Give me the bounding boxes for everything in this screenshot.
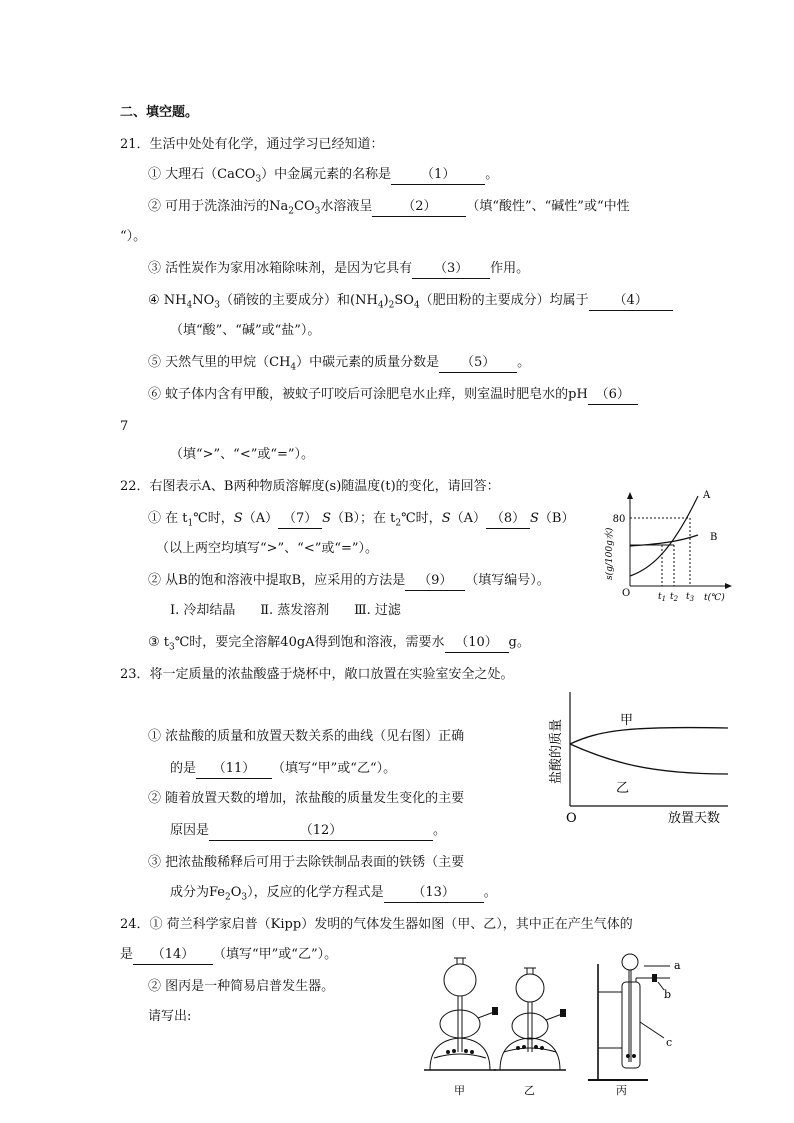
blank-12[interactable]: （12） [209, 822, 433, 841]
blank-1[interactable]: （1） [391, 166, 485, 185]
kipp-jia [424, 958, 498, 1070]
tick-t2: $t_2$ [670, 592, 679, 603]
q21-item5: ⑤ 天然气里的甲烷$(CH_4)$中碳元素的质量分数是 （5） 。 [148, 355, 531, 373]
label-a: A [703, 490, 711, 501]
blank-3[interactable]: （3） [412, 260, 490, 279]
origin-label: O [622, 588, 631, 599]
q21-item1: ① 大理石（CaCO$_3$）中金属元素的名称是 （1） 。 [148, 167, 499, 185]
q21-item2: ② 可用于洗涤油污的$Na_2CO_3$水溶液呈 （2） （填“酸性”、“碱性”或“中性 [148, 199, 630, 217]
x-axis-label: 放置天数 [668, 811, 721, 826]
label-b: B [710, 532, 718, 543]
q21-item2-wrap: “）。 [120, 229, 147, 244]
kipp-bing [588, 954, 673, 1080]
kipp-yi [494, 968, 566, 1070]
q22-item2: ② 从B的饱和溶液中提取B，应采用的方法是 （9） （填写编号）。 [148, 572, 550, 591]
q24-item3: 请写出: [148, 1009, 192, 1024]
q22-options: Ⅰ. 冷却结晶 Ⅱ. 蒸发溶剂 Ⅲ. 过滤 [170, 603, 401, 618]
q24-item2: ② 图丙是一种简易启普发生器。 [148, 979, 335, 994]
q23-item1-wrap: 的是 （11） （填写“甲”或“乙“）。 [170, 760, 396, 779]
y-axis-label: s(g/100g水) [605, 527, 615, 580]
label-b: b [664, 988, 672, 1001]
q21-item6: ⑥ 蚊子体内含有甲酸，被蚊子叮咬后可涂肥皂水止痒，则室温时肥皂水的pH （6） [148, 386, 638, 405]
y-axis-label: 盐酸的质量 [549, 718, 564, 784]
y-axis-arrow [627, 492, 633, 499]
q23-item3-wrap: 成分为$Fe_2O_3$），反应的化学方程式是 （13） 。 [170, 885, 497, 903]
blank-10[interactable]: （10） [445, 634, 509, 653]
blank-5[interactable]: （5） [439, 354, 517, 373]
blank-6[interactable]: （6） [588, 386, 638, 405]
q23-item2-wrap: 原因是 （12） 。 [170, 822, 446, 841]
blank-11[interactable]: （11） [196, 760, 272, 779]
curve-jia [570, 728, 728, 744]
blank-13[interactable]: （13） [384, 884, 484, 903]
caption-yi: 乙 [524, 1084, 535, 1097]
q21-item6-wrap2: （填“>”、“<”或“=”）。 [170, 447, 315, 462]
blank-14[interactable]: （14） [133, 946, 213, 965]
x-axis-arrow [725, 583, 732, 589]
q22-stem: 22．右图表示A、B两种物质溶解度(s)随温度(t)的变化，请回答： [120, 479, 500, 494]
section-title: 二、填空题。 [120, 105, 199, 120]
blank-7[interactable]: （7） [278, 510, 322, 529]
blank-9[interactable]: （9） [405, 572, 465, 591]
blank-4[interactable]: （4） [589, 292, 673, 311]
tick-t1: $t_1$ [658, 592, 667, 603]
label-yi: 乙 [616, 781, 630, 796]
q23-item3: ③ 把浓盐酸稀释后可用于去除铁制品表面的铁锈（主要 [148, 855, 465, 870]
q21-item3: ③ 活性炭作为家用冰箱除味剂，是因为它具有 （3） 作用。 [148, 260, 529, 279]
q22-item1-wrap: （以上两空均填写“>”、“<”或“=”）。 [156, 541, 379, 556]
curve-a [630, 496, 698, 576]
hcl-mass-figure [540, 688, 740, 826]
q23-stem: 23．将一定质量的浓盐酸盛于烧杯中，敞口放置在实验室安全之处。 [120, 667, 514, 682]
caption-jia: 甲 [454, 1084, 465, 1097]
origin-label: O [566, 811, 577, 826]
solubility-figure [598, 488, 738, 608]
curve-yi [570, 744, 728, 774]
label-jia: 甲 [620, 713, 634, 728]
blank-2[interactable]: （2） [372, 198, 466, 217]
q21-item4-wrap: （填“酸”、“碱”或“盐”）。 [170, 323, 321, 338]
q24-item1-wrap: 是 （14） （填写“甲”或“乙”）。 [120, 946, 337, 965]
q24-item1: 24．① 荷兰科学家启普（Kipp）发明的气体发生器如图（甲、乙），其中正在产生气体的 [120, 917, 633, 932]
q22-item1: ① 在 $t_1℃$时，S（A） （7） S（B）；在 $t_2℃$时，S（A） （8） S（B） [148, 511, 575, 529]
caption-bing: 丙 [616, 1084, 627, 1097]
curve-b [630, 535, 698, 546]
q21-item6-wrap1: 7 [120, 419, 129, 434]
y-tick-80: 80 [612, 514, 626, 525]
tick-t3: $t_3$ [686, 592, 695, 603]
x-axis-label: t(℃) [704, 593, 725, 603]
q23-item1: ① 浓盐酸的质量和放置天数关系的曲线（见右图）正确 [148, 729, 465, 744]
q22-item3: ③ $t_3℃$时，要完全溶解40gA得到饱和溶液，需要水 （10） g。 [148, 635, 530, 653]
blank-8[interactable]: （8） [486, 510, 530, 529]
q21-item4: ④ $NH_4NO_3$（硝铵的主要成分）和$(NH_4)_2SO_4$（肥田粉的主要成分）均属于 （4） [148, 292, 673, 315]
q23-item2: ② 随着放置天数的增加，浓盐酸的质量发生变化的主要 [148, 791, 465, 806]
label-c: c [666, 1036, 673, 1049]
q21-stem: 21．生活中处处有化学，通过学习已经知道： [120, 137, 384, 152]
label-a: a [674, 959, 681, 972]
kipp-apparatus-figure [408, 952, 708, 1102]
